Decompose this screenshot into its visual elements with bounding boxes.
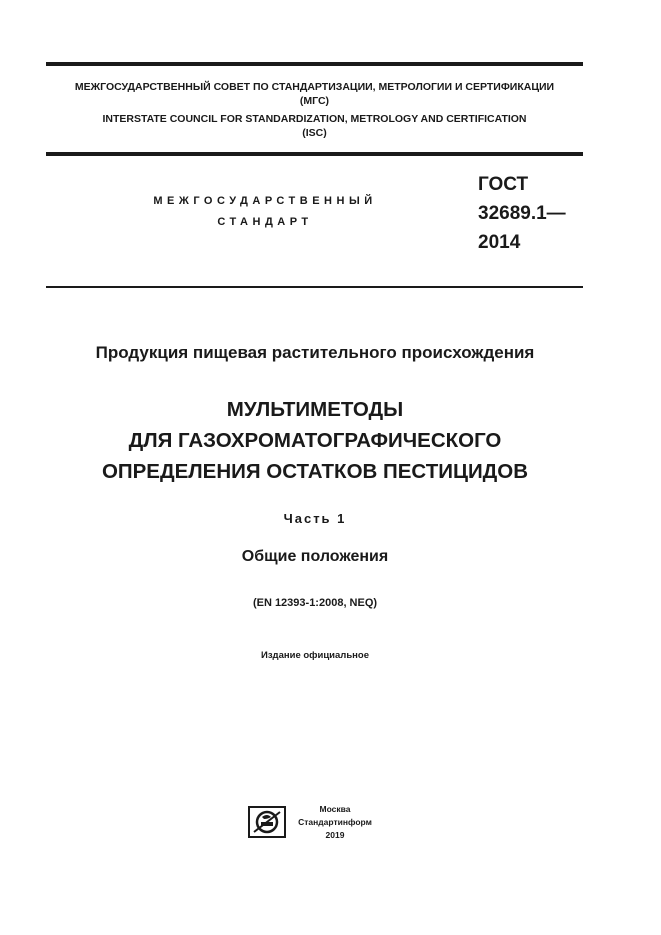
designation-prefix: ГОСТ xyxy=(478,174,529,195)
international-reference: (EN 12393-1:2008, NEQ) xyxy=(252,597,378,609)
lower-rule xyxy=(46,286,583,288)
council-en-line: INTERSTATE COUNCIL FOR STANDARDIZATION, METROLOGY AND CERTIFICATION xyxy=(102,113,527,125)
council-en-abbrev: (ISC) xyxy=(302,127,327,139)
edition-note: Издание официальное xyxy=(261,650,369,661)
council-ru-line: МЕЖГОСУДАРСТВЕННЫЙ СОВЕТ ПО СТАНДАРТИЗАЦИИ, МЕТРОЛОГИИ И СЕРТИФИКАЦИИ xyxy=(74,81,555,93)
standard-kind-line2: СТАНДАРТ xyxy=(217,216,313,228)
part-title: Общие положения xyxy=(241,548,389,565)
part-label: Часть 1 xyxy=(283,511,347,526)
standard-designation xyxy=(478,170,566,257)
title-line1: МУЛЬТИМЕТОДЫ xyxy=(226,398,404,421)
publisher-block xyxy=(290,803,380,842)
designation-number: 32689.1— xyxy=(478,203,566,224)
publisher-name: Стандартинформ xyxy=(298,817,372,827)
product-group: Продукция пищевая растительного происхождения xyxy=(95,343,535,362)
designation-year: 2014 xyxy=(478,232,521,253)
council-ru-abbrev: (МГС) xyxy=(299,95,330,107)
top-rule xyxy=(46,62,583,66)
council-name-en xyxy=(46,112,583,140)
title-line3: ОПРЕДЕЛЕНИЯ ОСТАТКОВ ПЕСТИЦИДОВ xyxy=(101,460,529,483)
standartinform-logo-icon xyxy=(248,806,286,838)
standard-kind xyxy=(100,191,430,233)
standard-kind-line1: МЕЖГОСУДАРСТВЕННЫЙ xyxy=(153,195,377,207)
council-name-ru xyxy=(46,80,583,108)
document-title xyxy=(0,394,630,487)
publication-year: 2019 xyxy=(325,830,345,840)
title-line2: ДЛЯ ГАЗОХРОМАТОГРАФИЧЕСКОГО xyxy=(128,429,502,452)
middle-rule xyxy=(46,152,583,156)
publisher-city: Москва xyxy=(319,804,351,814)
